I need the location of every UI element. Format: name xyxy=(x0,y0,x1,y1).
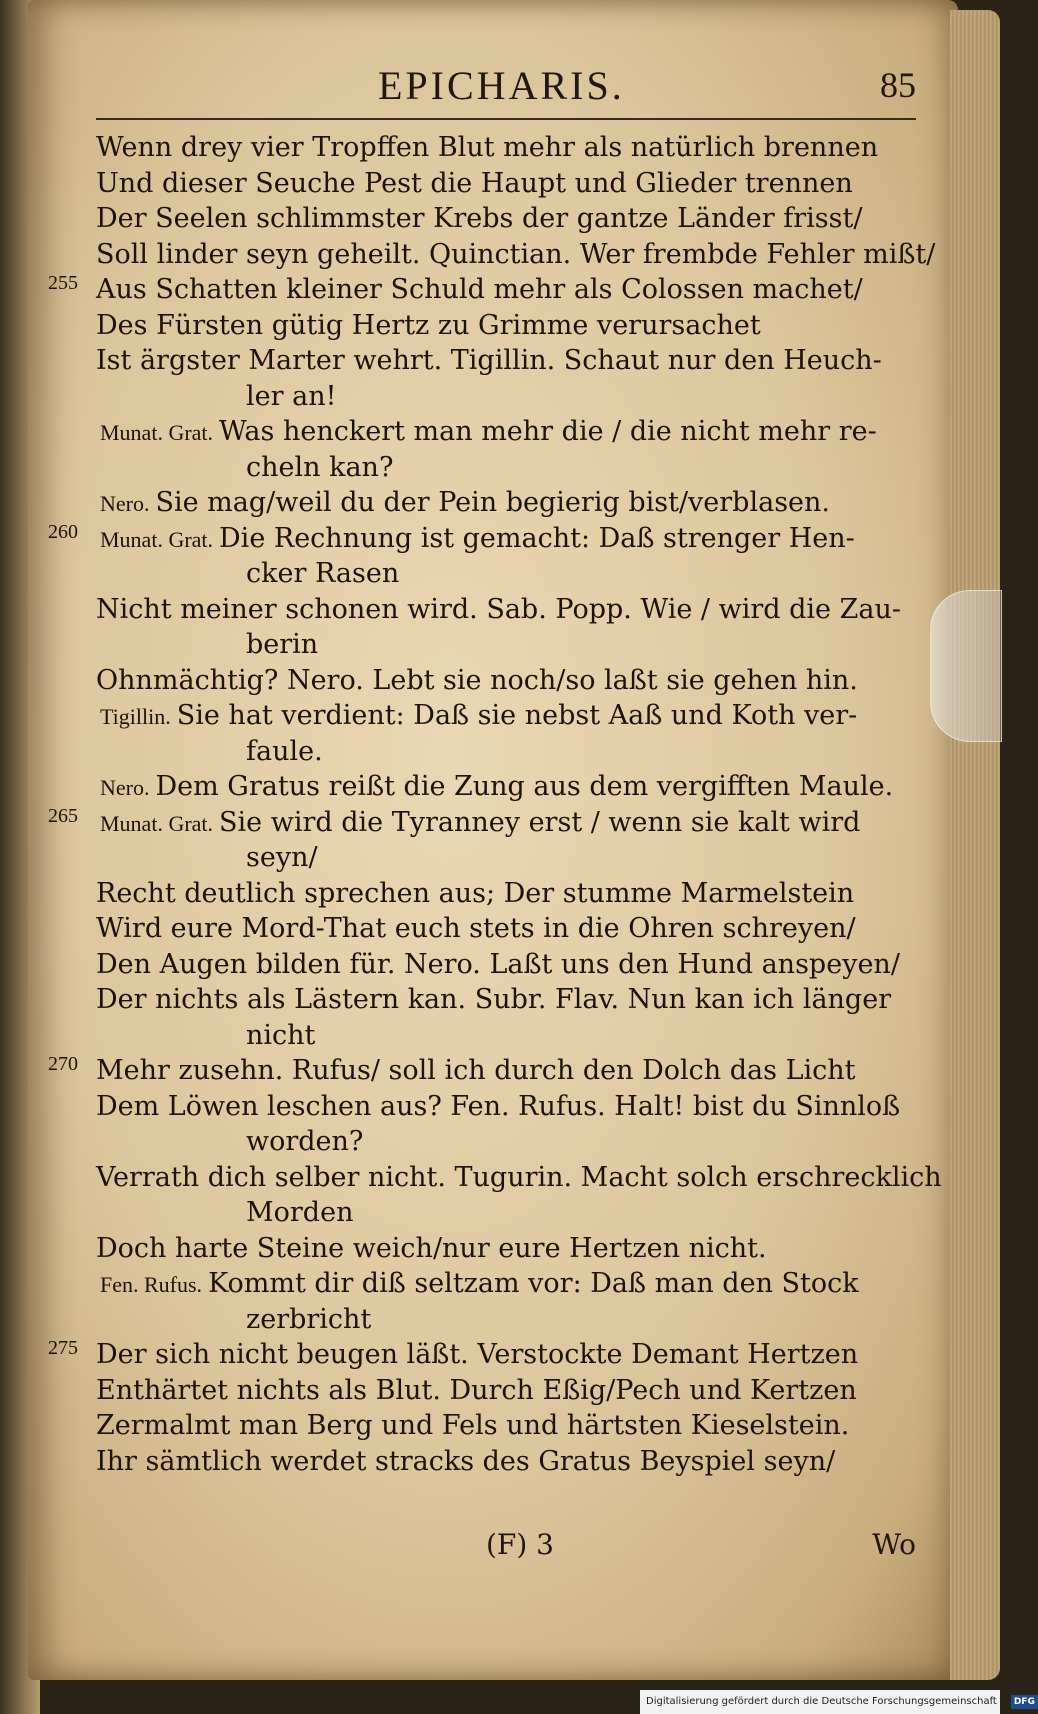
verse-line xyxy=(96,201,916,237)
verse-line xyxy=(96,130,916,166)
line-text: Der nichts als Lästern kan. Subr. Flav. Nun kan ich länger xyxy=(96,984,892,1015)
credit-text: Digitalisierung gefördert durch die Deutsche Forschungsgemeinschaft - xyxy=(646,1696,1004,1707)
line-text: nicht xyxy=(246,1019,316,1051)
line-text: Und dieser Seuche Pest die Haupt und Glieder trennen xyxy=(96,167,853,199)
speaker-label: Tigillin. xyxy=(100,704,171,729)
verse-line xyxy=(96,485,916,521)
line-text: Recht deutlich sprechen aus; Der stumme Marmelstein xyxy=(96,877,855,909)
line-text: zerbricht xyxy=(246,1303,372,1335)
verse-line xyxy=(96,1089,916,1125)
verse-line xyxy=(96,1231,916,1267)
verse-line xyxy=(96,1195,916,1231)
verse-line xyxy=(48,272,916,308)
line-text: Morden xyxy=(246,1197,354,1228)
verse-line xyxy=(96,769,916,805)
verse-text xyxy=(48,130,942,1479)
speaker-label: Munat. Grat. xyxy=(100,420,214,445)
line-text: Mehr zusehn. Rufus/ soll ich durch den Dolch das Licht xyxy=(96,1055,856,1086)
line-text: seyn/ xyxy=(246,842,318,873)
line-number: 270 xyxy=(48,1053,78,1075)
verse-line xyxy=(96,343,916,379)
line-text: Aus Schatten kleiner Schuld mehr als Colossen machet/ xyxy=(96,274,863,305)
line-text: Wird eure Mord-That euch stets in die Ohren schreyen/ xyxy=(96,913,856,944)
line-text: Ist ärgster Marter wehrt. Tigillin. Schaut nur den Heuch- xyxy=(96,345,882,376)
line-text: Sie mag/weil du der Pein begierig bist/verblasen. xyxy=(155,487,830,518)
verse-line xyxy=(96,1408,916,1444)
header-rule xyxy=(96,118,916,120)
speaker-label: Fen. Rufus. xyxy=(100,1272,203,1297)
speaker-label: Munat. Grat. xyxy=(100,810,214,836)
speaker-label: Munat. Grat. xyxy=(100,526,214,552)
verse-line xyxy=(96,876,916,912)
line-text: Sie wird die Tyranney erst / wenn sie kalt wird xyxy=(219,806,861,838)
page-number: 85 xyxy=(880,65,916,105)
verse-line xyxy=(96,911,916,947)
line-text: worden? xyxy=(246,1126,364,1157)
line-text: berin xyxy=(246,629,319,660)
line-text: Was henckert man mehr die / die nicht mehr re- xyxy=(219,416,877,447)
verse-line xyxy=(96,414,916,450)
verse-line xyxy=(96,1444,916,1480)
line-text: Dem Gratus reißt die Zung aus dem vergifften Maule. xyxy=(155,771,894,802)
verse-line xyxy=(48,1337,916,1373)
verse-line xyxy=(48,520,916,557)
line-text: Ohnmächtig? Nero. Lebt sie noch/so laßt sie gehen hin. xyxy=(96,664,858,696)
line-text: Des Fürsten gütig Hertz zu Grimme verursachet xyxy=(96,309,761,341)
line-number: 275 xyxy=(48,1337,78,1359)
speaker-label: Nero. xyxy=(100,491,150,516)
verse-line xyxy=(96,166,916,202)
verse-line xyxy=(96,379,916,415)
verse-line xyxy=(96,556,916,592)
line-text: Nicht meiner schonen wird. Sab. Popp. Wie / wird die Zau- xyxy=(96,593,901,625)
verse-line xyxy=(96,734,916,770)
line-text: Kommt dir diß seltzam vor: Daß man den Stock xyxy=(208,1268,859,1299)
page-edges xyxy=(950,10,1000,1680)
digitization-credit xyxy=(640,1690,1035,1714)
line-text: cheln kan? xyxy=(246,451,394,483)
page-header xyxy=(96,62,916,122)
verse-line xyxy=(96,698,916,734)
verse-line xyxy=(96,237,936,273)
line-text: ler an! xyxy=(246,380,337,412)
page-clip xyxy=(930,590,1002,742)
verse-line xyxy=(96,1373,916,1409)
verse-line xyxy=(96,627,916,663)
line-number: 255 xyxy=(48,272,78,294)
verse-line xyxy=(96,840,916,876)
line-text: Zermalmt man Berg und Fels und härtsten Kieselstein. xyxy=(96,1410,850,1441)
line-text: Dem Löwen leschen aus? Fen. Rufus. Halt! bist du Sinnloß xyxy=(96,1090,901,1122)
line-text: faule. xyxy=(246,735,323,767)
verse-line xyxy=(96,1018,916,1054)
signature-mark: (F) 3 xyxy=(486,1528,554,1561)
line-text: Der Seelen schlimmster Krebs der gantze Länder frisst/ xyxy=(96,203,863,234)
line-text: Sie hat verdient: Daß sie nebst Aaß und Koth ver- xyxy=(176,700,858,731)
running-title: EPICHARIS. xyxy=(378,63,625,108)
dfg-logo: DFG xyxy=(1011,1695,1038,1709)
line-text: Enthärtet nichts als Blut. Durch Eßig/Pech und Kertzen xyxy=(96,1374,857,1406)
verse-line xyxy=(96,947,916,983)
verse-line xyxy=(48,1053,916,1089)
line-text: Den Augen bilden für. Nero. Laßt uns den Hund anspeyen/ xyxy=(96,948,900,980)
verse-line xyxy=(96,1302,916,1338)
line-text: Wenn drey vier Tropffen Blut mehr als natürlich brennen xyxy=(96,132,879,163)
verse-line xyxy=(96,663,916,699)
verse-line xyxy=(96,1160,942,1196)
catchword: Wo xyxy=(872,1528,916,1561)
line-text: Verrath dich selber nicht. Tugurin. Macht solch erschrecklich xyxy=(96,1161,942,1193)
line-number: 260 xyxy=(48,520,78,543)
verse-line xyxy=(96,1266,916,1302)
line-number: 265 xyxy=(48,804,78,827)
verse-line xyxy=(96,982,916,1018)
verse-line xyxy=(96,1124,916,1160)
line-text: Doch harte Steine weich/nur eure Hertzen nicht. xyxy=(96,1232,767,1264)
line-text: Ihr sämtlich werdet stracks des Gratus Beyspiel seyn/ xyxy=(96,1445,836,1477)
line-text: Der sich nicht beugen läßt. Verstockte Demant Hertzen xyxy=(96,1339,859,1370)
verse-line xyxy=(48,804,916,841)
speaker-label: Nero. xyxy=(100,775,150,800)
verse-line xyxy=(96,450,916,486)
verse-line xyxy=(96,592,916,628)
page-footer xyxy=(96,1528,916,1568)
verse-line xyxy=(96,308,916,344)
line-text: cker Rasen xyxy=(246,558,400,589)
line-text: Soll linder seyn geheilt. Quinctian. Wer frembde Fehler mißt/ xyxy=(96,238,936,270)
line-text: Die Rechnung ist gemacht: Daß strenger Hen- xyxy=(219,522,855,554)
